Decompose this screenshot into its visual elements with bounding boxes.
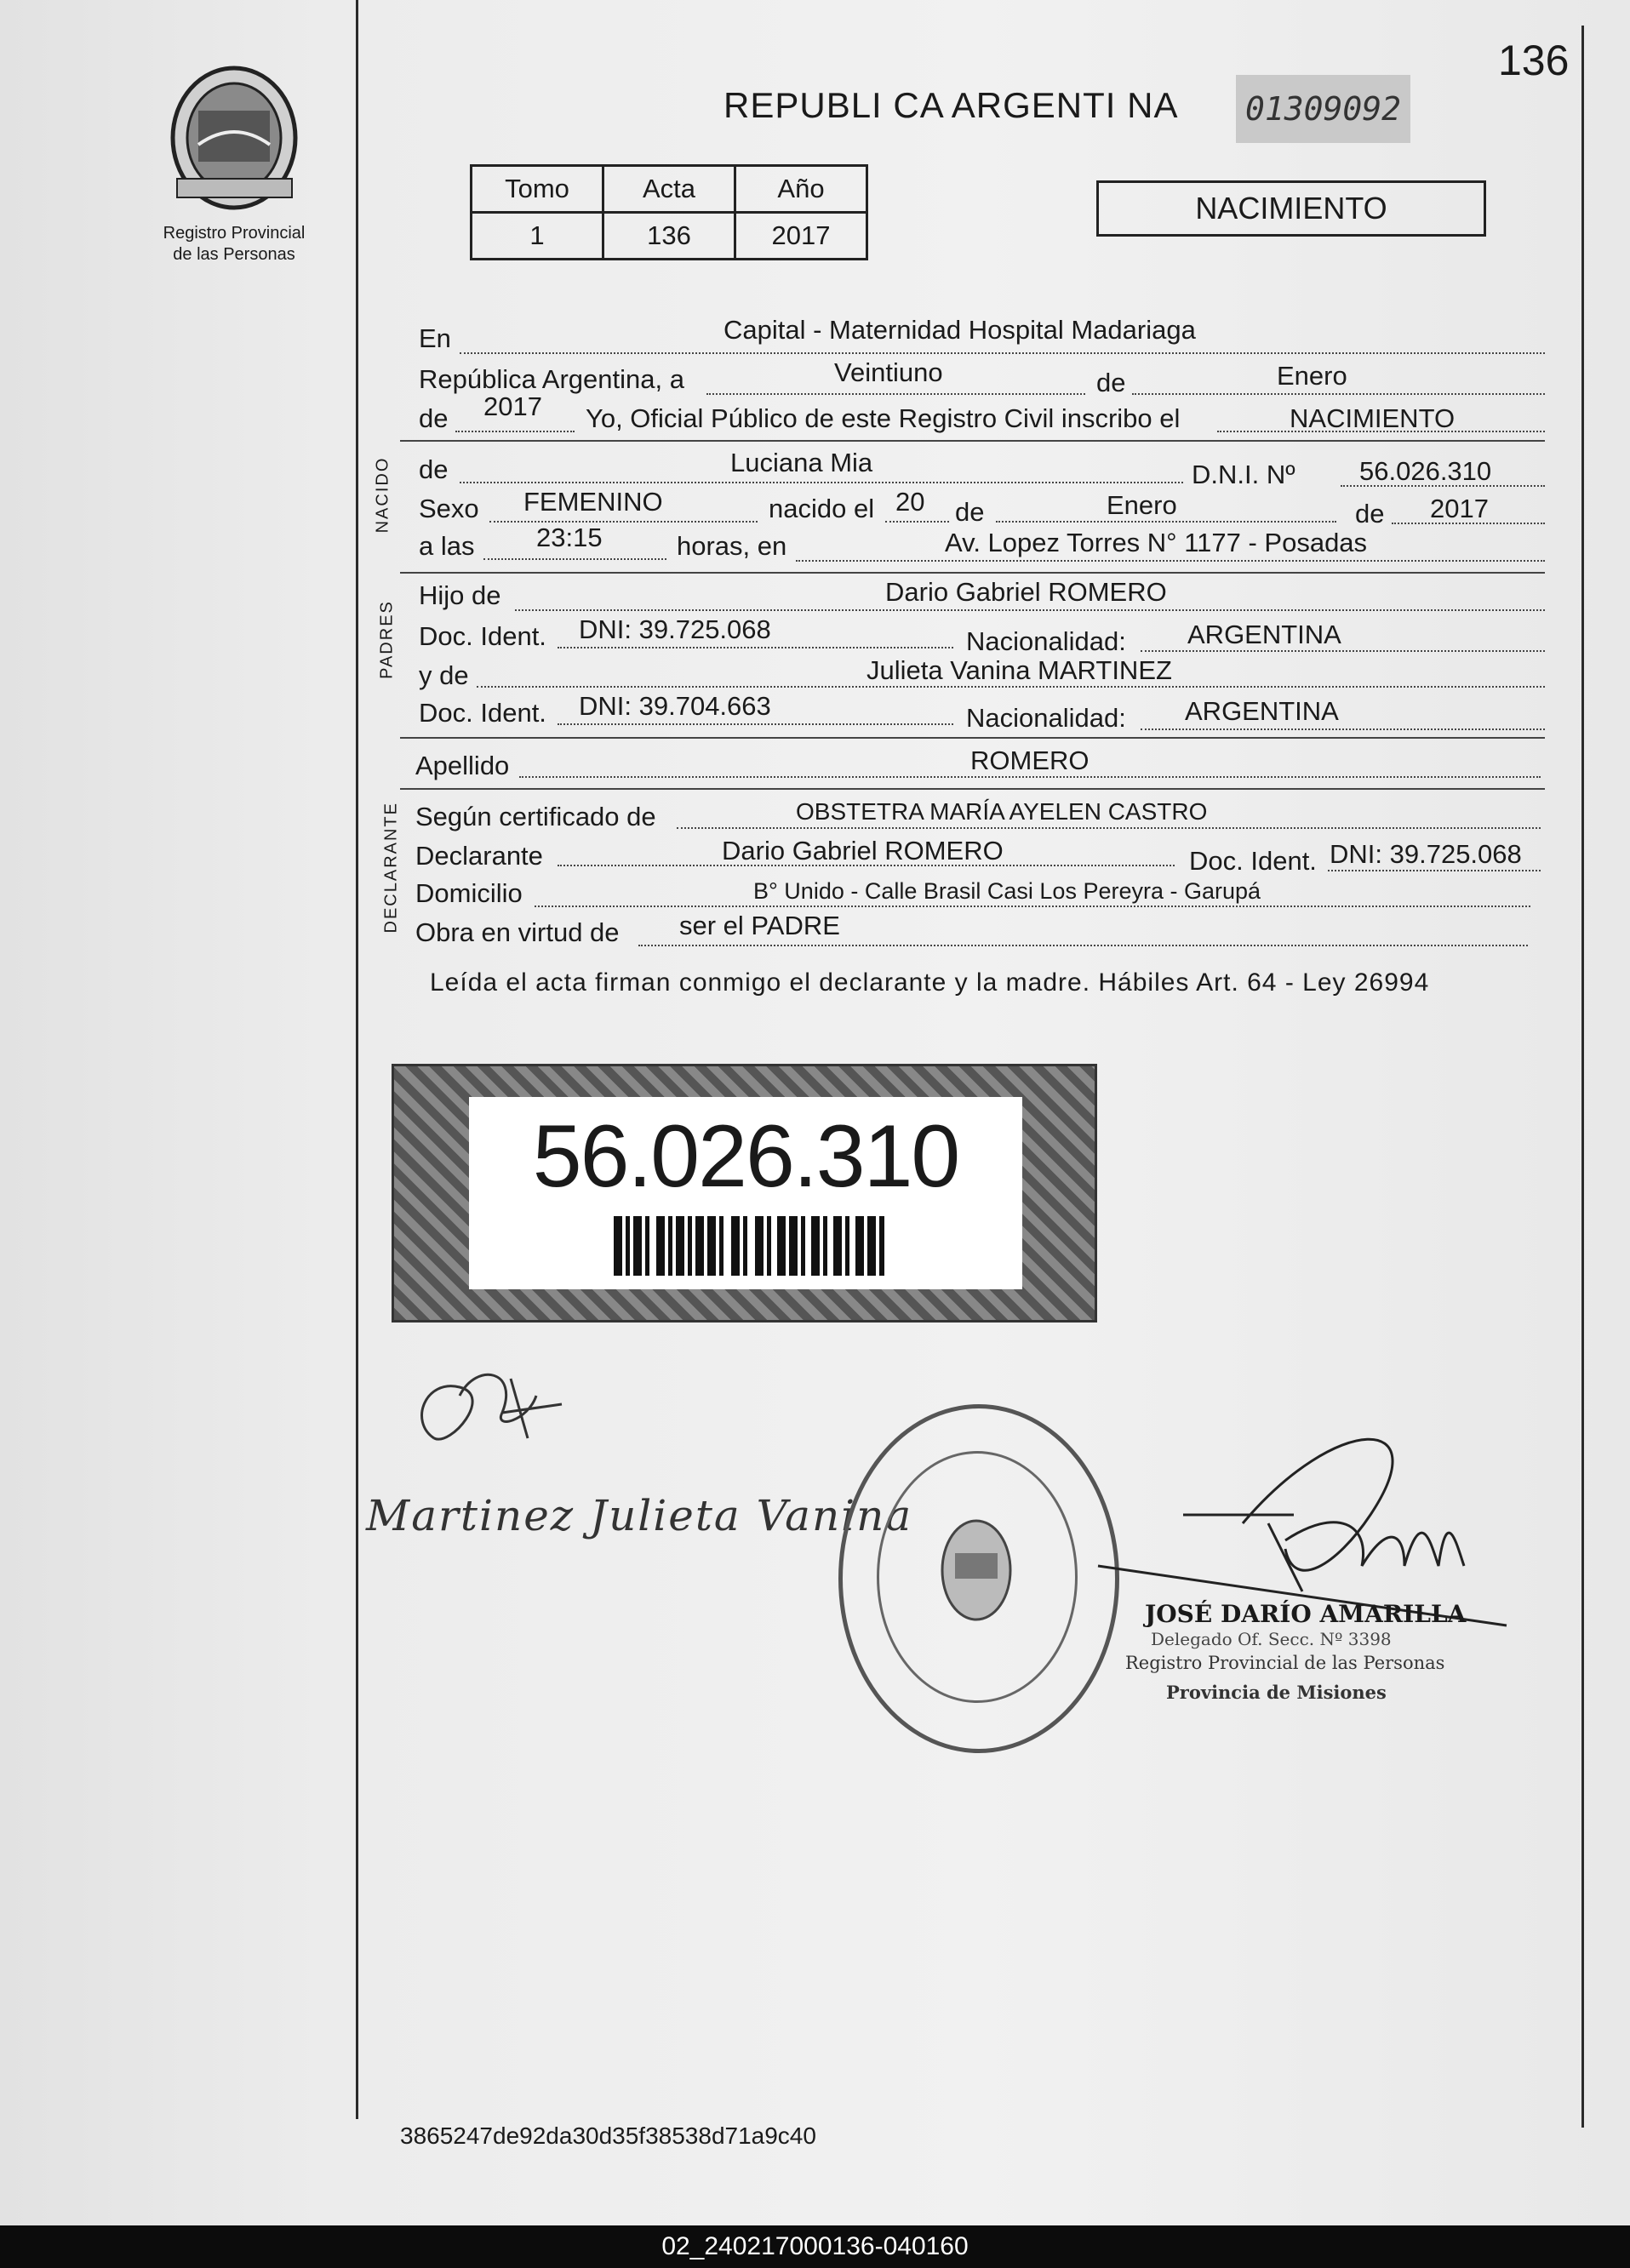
- father-signature: [400, 1345, 570, 1472]
- sexo-line: [489, 521, 758, 523]
- document-hash: 3865247de92da30d35f38538d71a9c40: [400, 2122, 816, 2149]
- hora-value: 23:15: [536, 523, 603, 552]
- de-anio-label: de: [419, 403, 449, 433]
- acto-value: NACIMIENTO: [1290, 403, 1456, 433]
- domicilio-nac-value: Av. Lopez Torres N° 1177 - Posadas: [945, 528, 1368, 557]
- de-anio2-label: de: [1355, 499, 1385, 528]
- logo-caption-line1: Registro Provincial: [163, 224, 306, 243]
- nacido-el-label: nacido el: [769, 494, 875, 523]
- domicilio-nac-line: [796, 560, 1545, 562]
- nacido-divider: [400, 572, 1545, 574]
- dia-nac-line: [885, 521, 949, 523]
- nacido-section-label: NACIDO: [373, 456, 392, 534]
- dni-label: D.N.I. Nº: [1192, 460, 1295, 489]
- official-signature: [1081, 1396, 1524, 1634]
- madre-nac-line: [1141, 728, 1545, 730]
- domicilio-line: [535, 905, 1530, 907]
- certificado-value: OBSTETRA MARÍA AYELEN CASTRO: [796, 798, 1208, 825]
- madre-line: [477, 686, 1545, 688]
- padre-nac-line: [1141, 650, 1545, 652]
- registry-stamp: [838, 1404, 1119, 1753]
- dia-nac-value: 20: [895, 487, 925, 517]
- anio-value: 2017: [735, 213, 867, 260]
- dia-line: [706, 393, 1085, 395]
- de-mes2-label: de: [955, 497, 985, 527]
- certificado-line: [677, 827, 1541, 829]
- official-role: Delegado Of. Secc. Nº 3398: [1151, 1629, 1392, 1649]
- dni-value: 56.026.310: [1359, 456, 1492, 486]
- dia-letras-value: Veintiuno: [834, 357, 943, 387]
- de-nombre-label: de: [419, 454, 449, 484]
- tomo-value: 1: [472, 213, 603, 260]
- barcode-number: 56.026.310: [532, 1107, 959, 1206]
- obra-value: ser el PADRE: [679, 911, 840, 940]
- apellido-value: ROMERO: [970, 746, 1090, 775]
- anio-header: Año: [735, 166, 867, 213]
- republica-label: República Argentina, a: [419, 364, 684, 394]
- mes-line: [1132, 393, 1545, 395]
- acta-header: Acta: [603, 166, 735, 213]
- en-label: En: [419, 323, 451, 353]
- hora-line: [483, 558, 666, 560]
- padres-divider: [400, 737, 1545, 739]
- madre-doc-label: Doc. Ident.: [419, 698, 546, 728]
- mes-nac-value: Enero: [1107, 490, 1177, 520]
- declarante-section-label: DECLARANTE: [381, 802, 401, 934]
- apellido-label: Apellido: [415, 751, 510, 780]
- madre-nac-value: ARGENTINA: [1185, 696, 1339, 726]
- footer-id: 02_240217000136-040160: [661, 2232, 969, 2260]
- padre-line: [515, 609, 1545, 611]
- sexo-value: FEMENINO: [523, 487, 663, 517]
- mother-signature: Martinez Julieta Vanina: [366, 1491, 913, 1540]
- madre-doc-value: DNI: 39.704.663: [579, 691, 771, 721]
- declarante-doc-label: Doc. Ident.: [1189, 846, 1317, 876]
- mes-nac-line: [996, 521, 1336, 523]
- domicilio-label: Domicilio: [415, 878, 523, 908]
- y-de-label: y de: [419, 660, 469, 690]
- nombre-line: [460, 482, 1183, 483]
- sexo-label: Sexo: [419, 494, 479, 523]
- barcode-sticker: [392, 1064, 1097, 1323]
- apellido-divider: [400, 788, 1545, 790]
- tomo-header: Tomo: [472, 166, 603, 213]
- general-divider: [400, 440, 1545, 442]
- logo-caption-line2: de las Personas: [173, 245, 295, 264]
- de-mes-label: de: [1096, 368, 1126, 397]
- official-office: Registro Provincial de las Personas: [1125, 1653, 1445, 1673]
- acta-value: 136: [603, 213, 735, 260]
- country-title: REPUBLI CA ARGENTI NA: [723, 85, 1179, 125]
- official-name: JOSÉ DARÍO AMARILLA: [1145, 1600, 1467, 1628]
- oficial-label: Yo, Oficial Público de este Registro Civil inscribo el: [586, 403, 1181, 433]
- padre-doc-label: Doc. Ident.: [419, 621, 546, 651]
- serial-number: 01309092: [1236, 75, 1410, 143]
- official-province: Provincia de Misiones: [1166, 1682, 1387, 1703]
- document-type-box: NACIMIENTO: [1096, 180, 1486, 237]
- hijo-de-label: Hijo de: [419, 580, 501, 610]
- declarante-label: Declarante: [415, 841, 543, 871]
- stamp-emblem: [938, 1515, 1015, 1625]
- padre-nac-value: ARGENTINA: [1187, 620, 1341, 649]
- anio-nac-value: 2017: [1430, 494, 1489, 523]
- lugar-value: Capital - Maternidad Hospital Madariaga: [723, 315, 1196, 345]
- left-margin-line: [356, 0, 358, 2119]
- mes-value: Enero: [1277, 361, 1347, 391]
- padre-nacionalidad-label: Nacionalidad:: [966, 626, 1126, 656]
- barcode-label: [469, 1097, 1022, 1289]
- province-seal-logo: [160, 60, 309, 213]
- anio-line: [455, 431, 575, 432]
- padres-section-label: PADRES: [377, 600, 397, 679]
- madre-doc-line: [558, 723, 953, 725]
- footer-bar: [0, 2225, 1630, 2268]
- domicilio-value: B° Unido - Calle Brasil Casi Los Pereyra - Garupá: [753, 878, 1261, 904]
- padre-value: Dario Gabriel ROMERO: [885, 577, 1167, 607]
- page-number: 136: [1498, 37, 1570, 84]
- segun-label: Según certificado de: [415, 802, 656, 831]
- anio-value: 2017: [483, 391, 542, 421]
- padre-doc-value: DNI: 39.725.068: [579, 614, 771, 644]
- madre-value: Julieta Vanina MARTINEZ: [866, 655, 1172, 685]
- madre-nacionalidad-label: Nacionalidad:: [966, 703, 1126, 733]
- declarante-doc-value: DNI: 39.725.068: [1330, 839, 1522, 869]
- tomo-acta-anio-table: [470, 164, 868, 260]
- declarante-doc-line: [1328, 870, 1541, 871]
- padre-doc-line: [558, 647, 953, 648]
- a-las-label: a las: [419, 531, 475, 561]
- lugar-line: [460, 352, 1545, 354]
- obra-line: [638, 945, 1528, 946]
- obra-label: Obra en virtud de: [415, 917, 620, 947]
- barcode-bars: [614, 1216, 886, 1276]
- declarante-value: Dario Gabriel ROMERO: [722, 836, 1004, 865]
- right-margin-line: [1581, 26, 1584, 2128]
- horas-en-label: horas, en: [677, 531, 787, 561]
- leida-text: Leída el acta firman conmigo el declarante y la madre. Hábiles Art. 64 - Ley 26994: [430, 968, 1430, 997]
- nombre-value: Luciana Mia: [730, 448, 873, 477]
- apellido-line: [519, 776, 1541, 778]
